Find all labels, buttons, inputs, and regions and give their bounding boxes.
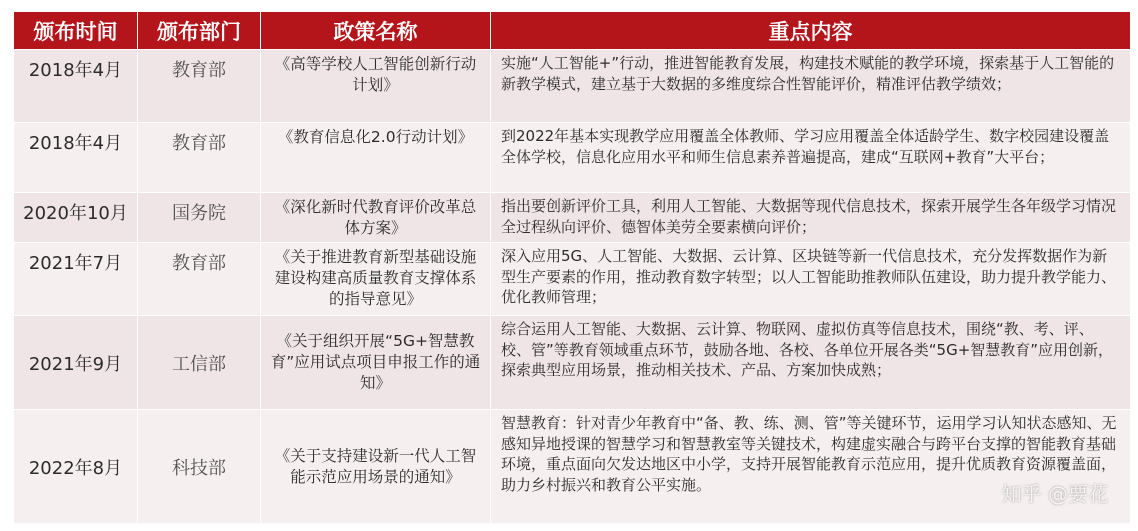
- table-row: [14, 123, 1131, 193]
- cell-dept: 教育部: [138, 123, 261, 193]
- cell-dept: 国务院: [138, 193, 261, 243]
- cell-date: 2021年9月: [14, 316, 138, 410]
- header-content: 重点内容: [491, 12, 1131, 50]
- cell-dept: 教育部: [138, 243, 261, 316]
- header-dept: 颁布部门: [138, 12, 261, 50]
- cell-dept: 工信部: [138, 316, 261, 410]
- cell-policy-name: 《关于组织开展“5G+智慧教育”应用试点项目申报工作的通知》: [261, 316, 491, 410]
- cell-policy-name: 《关于推进教育新型基础设施建设构建高质量教育支撑体系的指导意见》: [261, 243, 491, 316]
- cell-content: 指出要创新评价工具，利用人工智能、大数据等现代信息技术，探索开展学生各年级学习情况全过程纵向评价、德智体美劳全要素横向评价；: [491, 193, 1131, 243]
- cell-policy-name: 《高等学校人工智能创新行动计划》: [261, 50, 491, 123]
- cell-dept: 教育部: [138, 50, 261, 123]
- cell-content: 综合运用人工智能、大数据、云计算、物联网、虚拟仿真等信息技术，围绕“教、考、评、校、管”等教育领域重点环节，鼓励各地、各校、各单位开展各类“5G+智慧教育”应用创新，探索典型应用场景，推动相关技术、产品、方案加快成熟；: [491, 316, 1131, 410]
- cell-policy-name: 《关于支持建设新一代人工智能示范应用场景的通知》: [261, 410, 491, 524]
- cell-dept: 科技部: [138, 410, 261, 524]
- cell-policy-name: 《教育信息化2.0行动计划》: [261, 123, 491, 193]
- cell-content: 实施“人工智能+”行动，推进智能教育发展，构建技术赋能的教学环境，探索基于人工智能的新教学模式，建立基于大数据的多维度综合性智能评价，精准评估教学绩效；: [491, 50, 1131, 123]
- cell-content: 智慧教育：针对青少年教育中“备、教、练、测、管”等关键环节，运用学习认知状态感知、无感知异地授课的智慧学习和智慧教室等关键技术，构建虚实融合与跨平台支撑的智能教育基础环境，重点面向欠发达地区中小学，支持开展智能教育示范应用，提升优质教育资源覆盖面，助力乡村振兴和教育公平实施。: [491, 410, 1131, 524]
- cell-content: 到2022年基本实现教学应用覆盖全体教师、学习应用覆盖全体适龄学生、数字校园建设覆盖全体学校，信息化应用水平和师生信息素养普遍提高，建成“互联网+教育”大平台；: [491, 123, 1131, 193]
- policy-table: [13, 11, 1131, 524]
- cell-date: 2021年7月: [14, 243, 138, 316]
- header-date: 颁布时间: [14, 12, 138, 50]
- cell-date: 2018年4月: [14, 50, 138, 123]
- header-row: [14, 12, 1131, 50]
- table-row: [14, 193, 1131, 243]
- cell-date: 2020年10月: [14, 193, 138, 243]
- watermark: 知乎 @要花: [1001, 482, 1108, 506]
- table-row: [14, 50, 1131, 123]
- table-row: [14, 316, 1131, 410]
- cell-date: 2018年4月: [14, 123, 138, 193]
- header-name: 政策名称: [261, 12, 491, 50]
- cell-policy-name: 《深化新时代教育评价改革总体方案》: [261, 193, 491, 243]
- cell-content: 深入应用5G、人工智能、大数据、云计算、区块链等新一代信息技术，充分发挥数据作为新型生产要素的作用，推动教育数字转型；以人工智能助推教师队伍建设，助力提升教学能力、优化教师管理；: [491, 243, 1131, 316]
- table-row: [14, 243, 1131, 316]
- cell-date: 2022年8月: [14, 410, 138, 524]
- table-row: [14, 410, 1131, 524]
